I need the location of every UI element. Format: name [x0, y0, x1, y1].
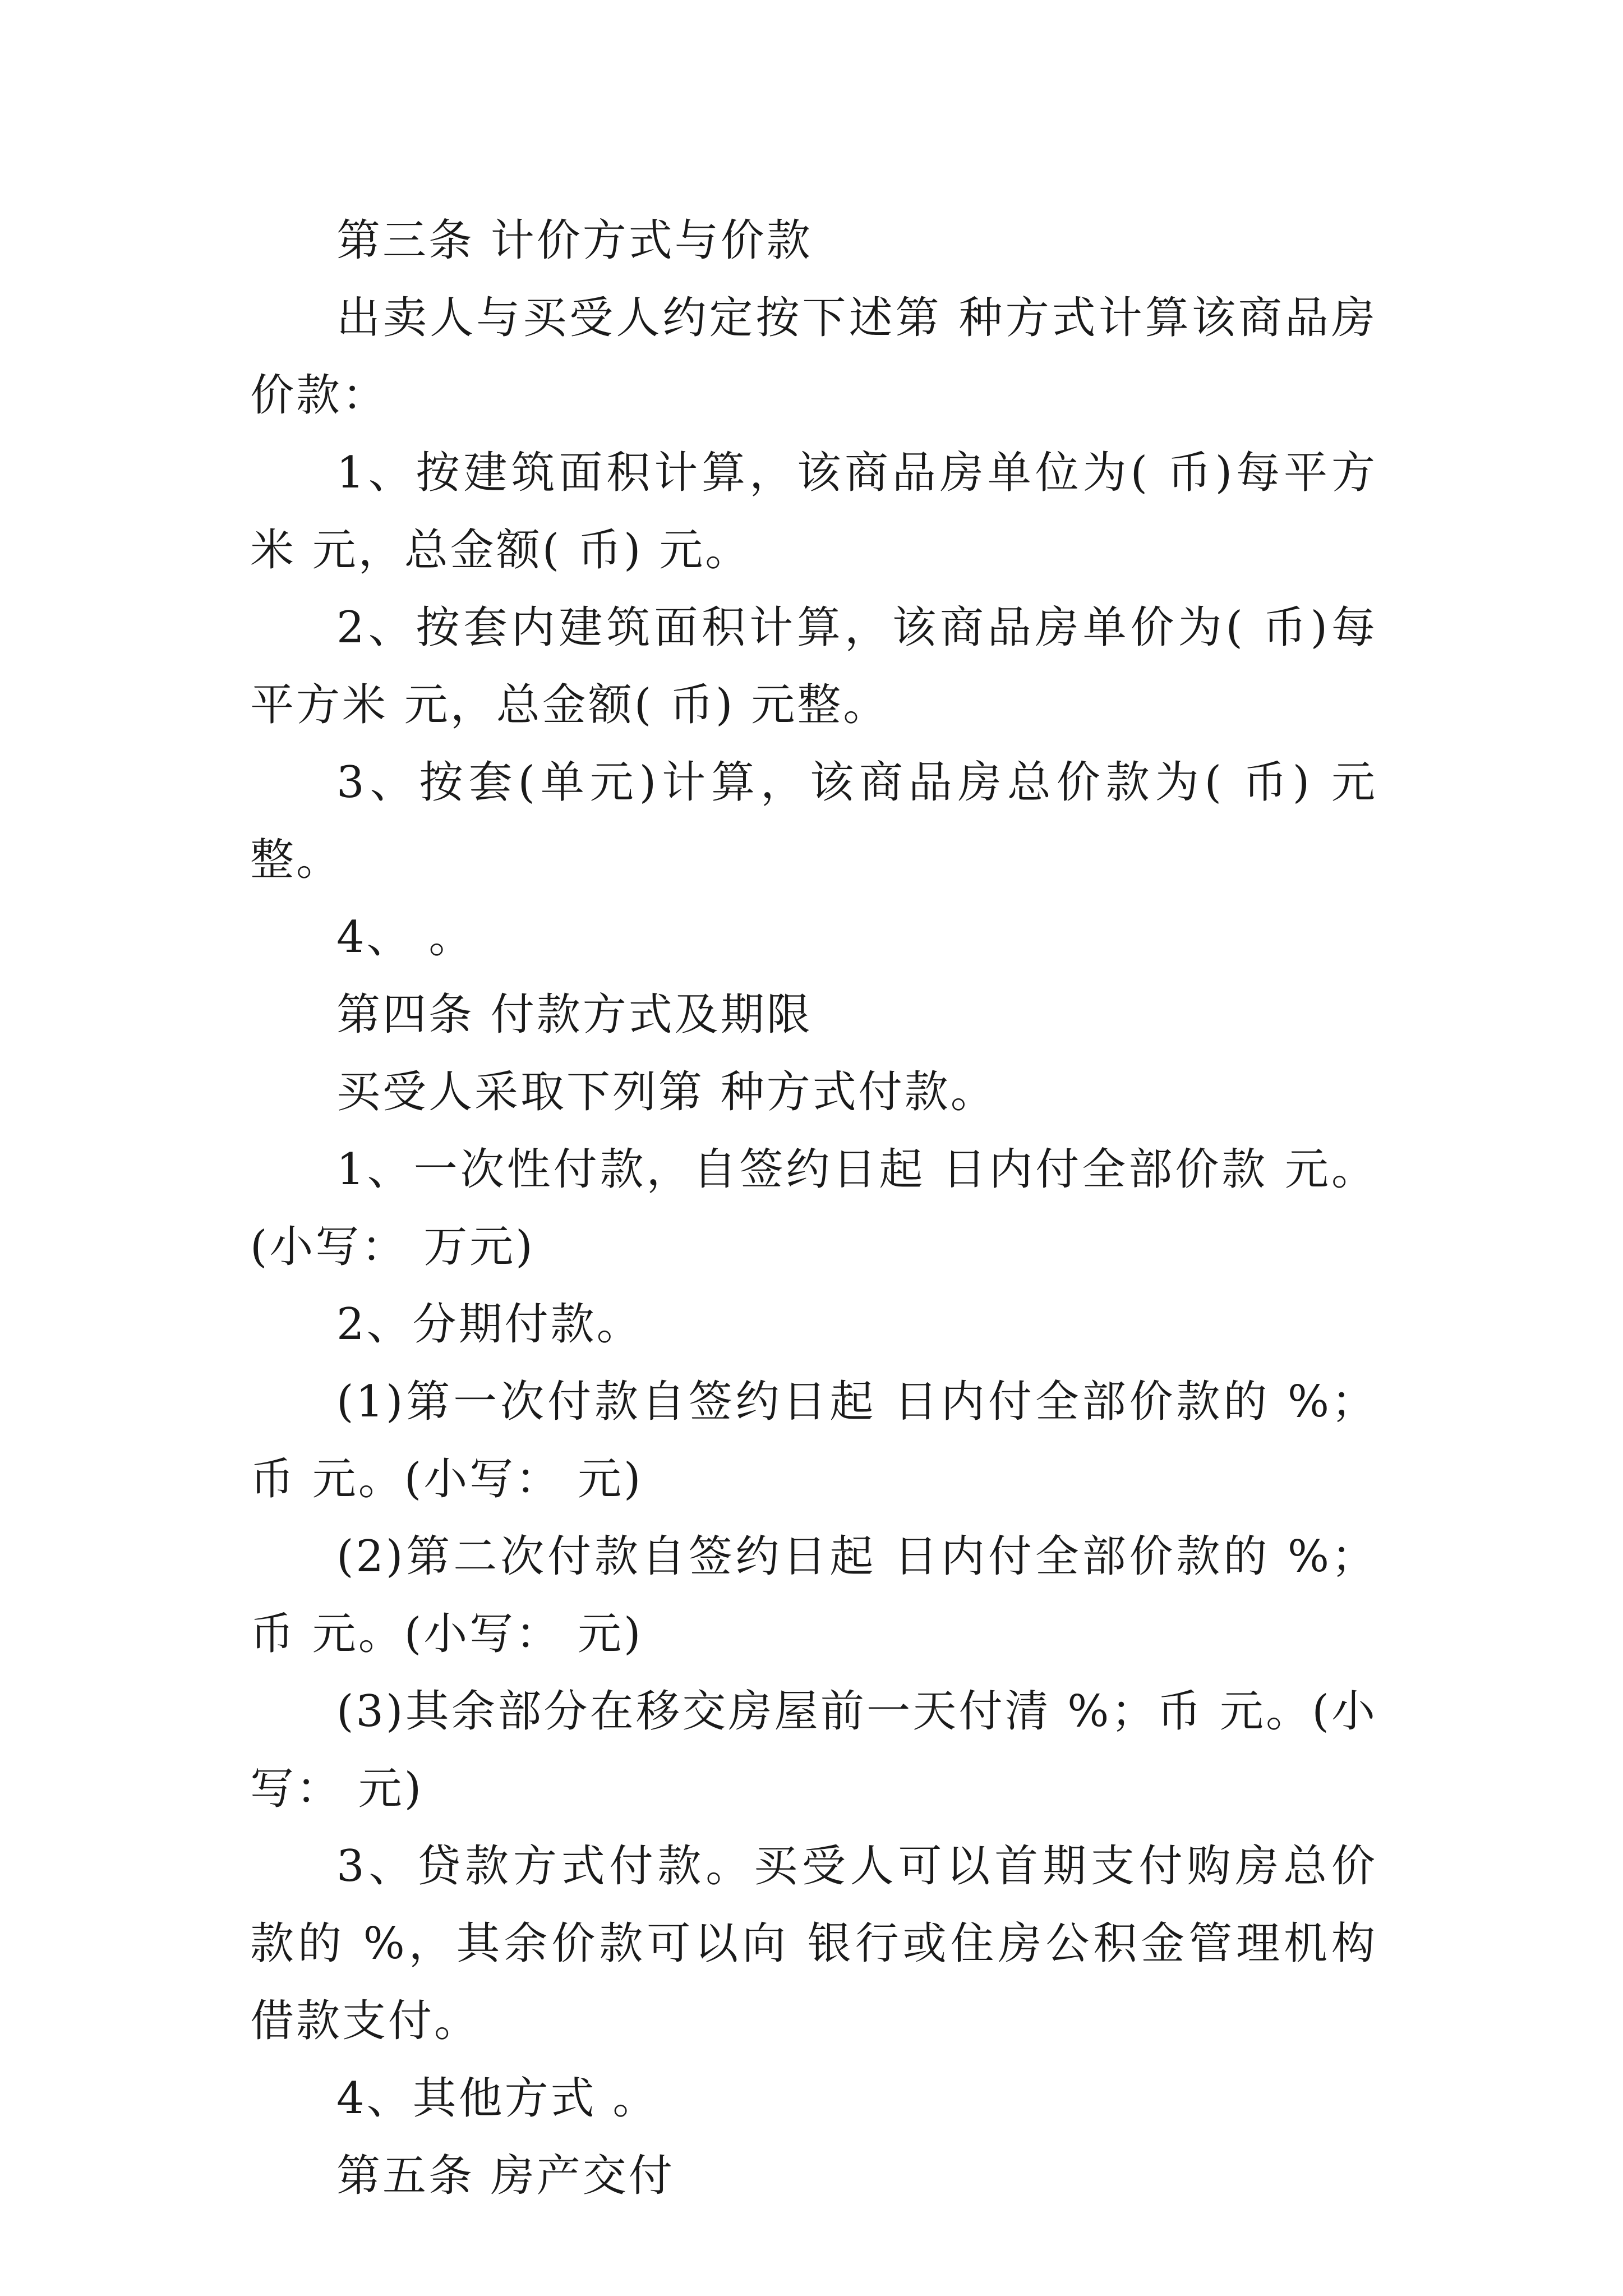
- article-4-title: 第四条 付款方式及期限: [336, 990, 813, 1040]
- article-4-item-3: 3、贷款方式付款。买受人可以首期支付购房总价款的 %，其余价款可以向 银行或住房公积金管理机构借款支付。: [250, 1841, 1377, 2046]
- article-4-item-2-3: (3)其余部分在移交房屋前一天付清 %；币 元。(小写： 元): [250, 1686, 1377, 1814]
- article-3-item-4: 4、 。: [336, 912, 475, 963]
- article-3-intro: 出卖人与买受人约定按下述第 种方式计算该商品房价款：: [250, 293, 1377, 421]
- article-3-title: 第三条 计价方式与价款: [336, 215, 813, 266]
- article-3-item-2: 2、按套内建筑面积计算，该商品房单价为( 币)每平方米 元，总金额( 币) 元整。: [250, 602, 1377, 730]
- article-3-item-1: 1、按建筑面积计算，该商品房单位为( 币)每平方米 元，总金额( 币) 元。: [250, 448, 1377, 576]
- article-4-intro: 买受人采取下列第 种方式付款。: [336, 1067, 997, 1117]
- article-4-item-2: 2、分期付款。: [336, 1299, 643, 1350]
- article-3-item-3: 3、按套(单元)计算，该商品房总价款为( 币) 元整。: [250, 757, 1377, 885]
- document-body: [250, 202, 1377, 2215]
- article-4-item-2-2: (2)第二次付款自签约日起 日内付全部价款的 %；币 元。(小写： 元): [250, 1531, 1377, 1659]
- article-5-title: 第五条 房产交付: [336, 2151, 675, 2201]
- article-4-item-1: 1、一次性付款，自签约日起 日内付全部价款 元。(小写： 万元): [250, 1144, 1377, 1272]
- article-4-item-2-1: (1)第一次付款自签约日起 日内付全部价款的 %；币 元。(小写： 元): [250, 1377, 1377, 1504]
- article-4-item-4: 4、其他方式 。: [336, 2073, 659, 2124]
